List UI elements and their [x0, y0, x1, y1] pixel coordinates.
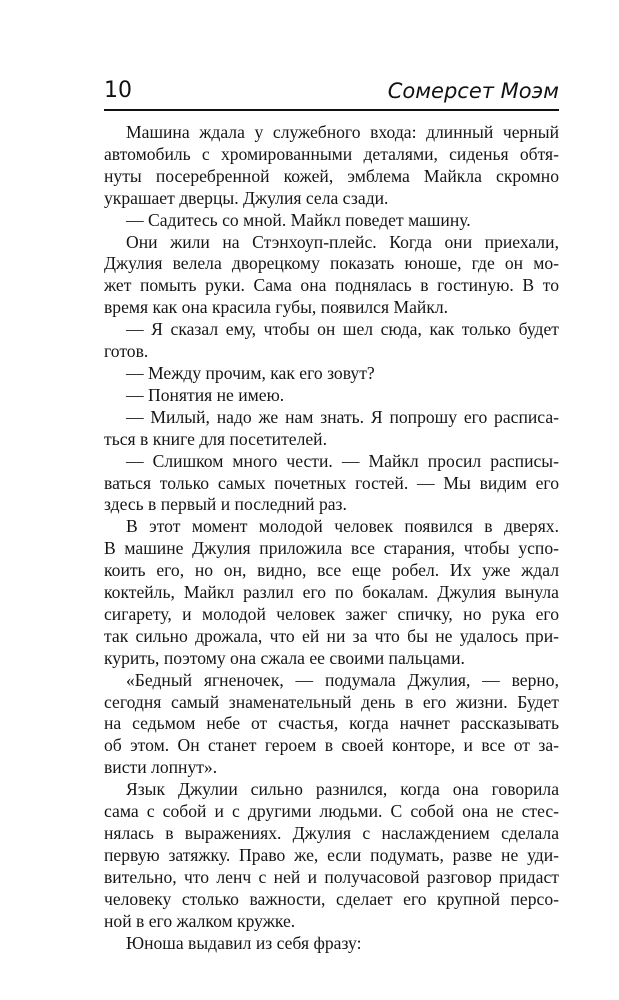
paragraph [104, 210, 559, 232]
book-author: Сомерсет Моэм [387, 79, 559, 103]
text-line: — Слишком много чести. — Майкл просил расписы- [126, 450, 559, 471]
paragraph [104, 385, 559, 407]
paragraph [104, 232, 559, 320]
text-line: украшает дверцы. Джулия села сзади. [104, 187, 389, 208]
text-line: сегодня самый знаменательный день в его жизни. Будет [104, 691, 559, 712]
text-line: время как она красила губы, появился Майкл. [104, 297, 449, 318]
paragraph [104, 451, 559, 517]
paragraph [104, 670, 559, 780]
text-line: Язык Джулии сильно разнился, когда она говорила [126, 779, 559, 800]
text-line: нялась в выражениях. Джулия с наслаждением сделала [104, 823, 559, 843]
paragraph [104, 933, 559, 955]
body-text [104, 122, 559, 954]
text-line: сигарету, и молодой человек зажег спичку, но рука его [104, 603, 559, 624]
text-line: человеку столько важности, сделает его крупной персо- [104, 888, 559, 909]
text-line: вительно, что ленч с ней и получасовой разговор придаст [104, 866, 559, 887]
text-line: «Бедный ягненочек, — подумала Джулия, — верно, [126, 669, 559, 690]
paragraph [104, 779, 559, 932]
paragraph [104, 122, 559, 210]
text-line: — Садитесь со мной. Майкл поведет машину. [126, 209, 471, 230]
text-line: Джулия велела дворецкому показать юноше, где он мо- [104, 253, 559, 274]
text-line: ться в книге для посетителей. [104, 428, 327, 449]
text-line: — Между прочим, как его зовут? [126, 362, 375, 383]
text-line: В машине Джулия приложила все старания, чтобы успо- [104, 538, 559, 559]
header-rule [104, 109, 559, 111]
text-line: ной в его жалком кружке. [104, 910, 296, 931]
paragraph [104, 363, 559, 385]
text-line: готов. [104, 341, 149, 362]
text-line: автомобиль с хромированными деталями, сиденья обтя- [104, 143, 559, 164]
text-line: ваться только самых почетных гостей. — Мы видим его [104, 472, 559, 493]
text-line: Они жили на Стэнхоуп-плейс. Когда они приехали, [126, 231, 559, 252]
text-line: коктейль, Майкл разлил его по бокалам. Джулия вынула [104, 582, 559, 603]
text-line: коить его, но он, видно, все еще робел. Их уже ждал [104, 560, 559, 581]
text-line: курить, поэтому она сжала ее своими пальцами. [104, 647, 465, 668]
text-line: жет помыть руки. Сама она поднялась в гостиную. В то [104, 275, 559, 296]
text-line: — Понятия не имею. [126, 384, 285, 405]
text-line: — Я сказал ему, чтобы он шел сюда, как только будет [126, 319, 559, 340]
text-line: Машина ждала у служебного входа: длинный черный [126, 122, 559, 142]
text-line: здесь в первый и последний раз. [104, 494, 347, 515]
running-head [104, 76, 559, 110]
text-line: об этом. Он станет героем в своей конторе, и все от за- [104, 735, 559, 756]
paragraph [104, 516, 559, 669]
text-line: — Милый, надо же нам знать. Я попрошу его расписа- [126, 406, 559, 427]
text-line: В этот момент молодой человек появился в дверях. [126, 516, 559, 537]
text-line: так сильно дрожала, что ей ни за что бы не удалось при- [104, 625, 559, 646]
text-line: сама с собой и с другими людьми. С собой она не стес- [104, 801, 559, 822]
paragraph [104, 319, 559, 363]
text-line: висти лопнут». [104, 757, 218, 778]
text-line: первую затяжку. Право же, если подумать, разве не уди- [104, 844, 559, 865]
text-line: Юноша выдавил из себя фразу: [126, 932, 362, 953]
page-number: 10 [104, 78, 132, 103]
paragraph [104, 407, 559, 451]
text-line: на седьмом небе от счастья, когда начнет рассказывать [104, 713, 559, 734]
text-line: нуты посеребренной кожей, эмблема Майкла скромно [104, 165, 559, 186]
